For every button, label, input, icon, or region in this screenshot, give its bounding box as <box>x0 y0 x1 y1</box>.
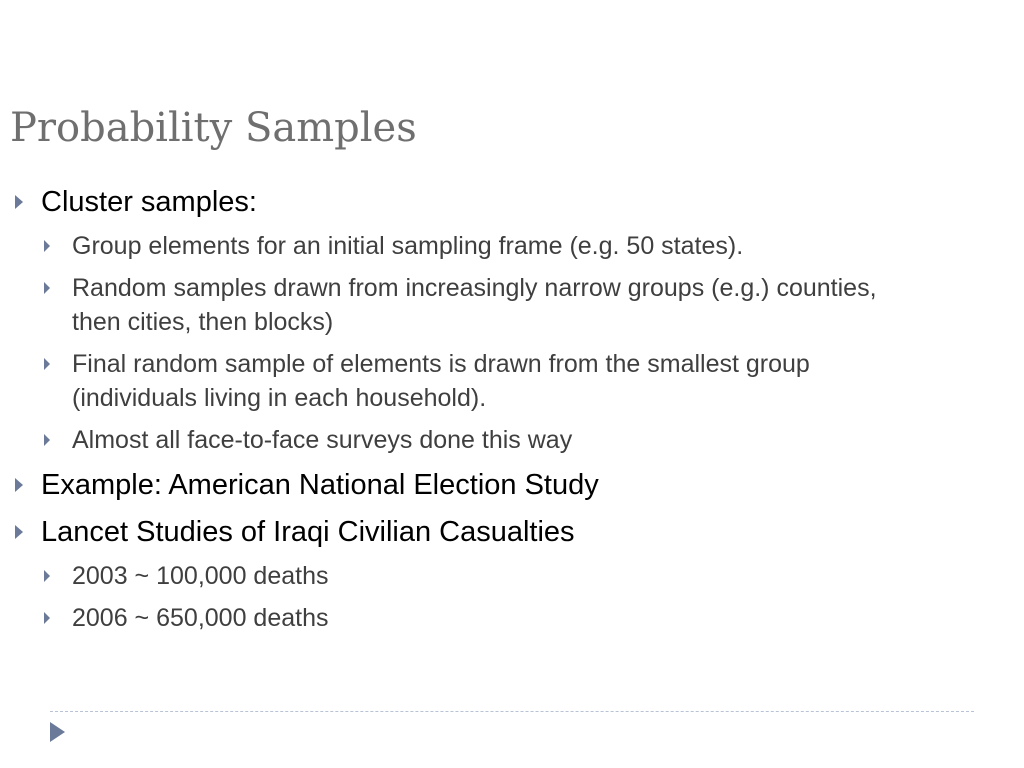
bullet-list <box>0 182 1000 643</box>
sub-bullet-item <box>0 229 1000 263</box>
slide-title: Probability Samples <box>10 105 417 151</box>
sub-bullet-text: Random samples drawn from increasingly narrow groups (e.g.) counties, then cities, then blocks) <box>72 274 877 336</box>
bullet-text: Cluster samples: <box>41 186 257 218</box>
bullet-item <box>0 465 1000 505</box>
triangle-bullet-icon <box>44 282 50 294</box>
bullet-item <box>0 182 1000 222</box>
sub-bullet-item <box>0 601 1000 635</box>
bullet-item <box>0 512 1000 552</box>
footer-divider <box>50 711 974 712</box>
triangle-bullet-icon <box>44 358 50 370</box>
bullet-text: Lancet Studies of Iraqi Civilian Casualties <box>41 516 575 548</box>
sub-bullet-item <box>0 271 1000 339</box>
sub-bullet-text: Almost all face-to-face surveys done this way <box>72 426 573 454</box>
sub-bullet-item <box>0 423 1000 457</box>
sub-bullet-text: Final random sample of elements is drawn from the smallest group (individuals living in each household). <box>72 350 810 412</box>
sub-bullet-text: 2006 ~ 650,000 deaths <box>72 604 329 632</box>
triangle-bullet-icon <box>44 434 50 446</box>
triangle-bullet-icon <box>15 478 23 492</box>
triangle-arrow-icon <box>50 722 65 742</box>
triangle-bullet-icon <box>44 570 50 582</box>
sub-bullet-item <box>0 559 1000 593</box>
sub-bullet-item <box>0 347 1000 415</box>
triangle-bullet-icon <box>44 240 50 252</box>
sub-bullet-text: Group elements for an initial sampling frame (e.g. 50 states). <box>72 232 744 260</box>
triangle-bullet-icon <box>44 612 50 624</box>
bullet-text: Example: American National Election Study <box>41 469 599 501</box>
triangle-bullet-icon <box>15 195 23 209</box>
triangle-bullet-icon <box>15 525 23 539</box>
sub-bullet-text: 2003 ~ 100,000 deaths <box>72 562 329 590</box>
